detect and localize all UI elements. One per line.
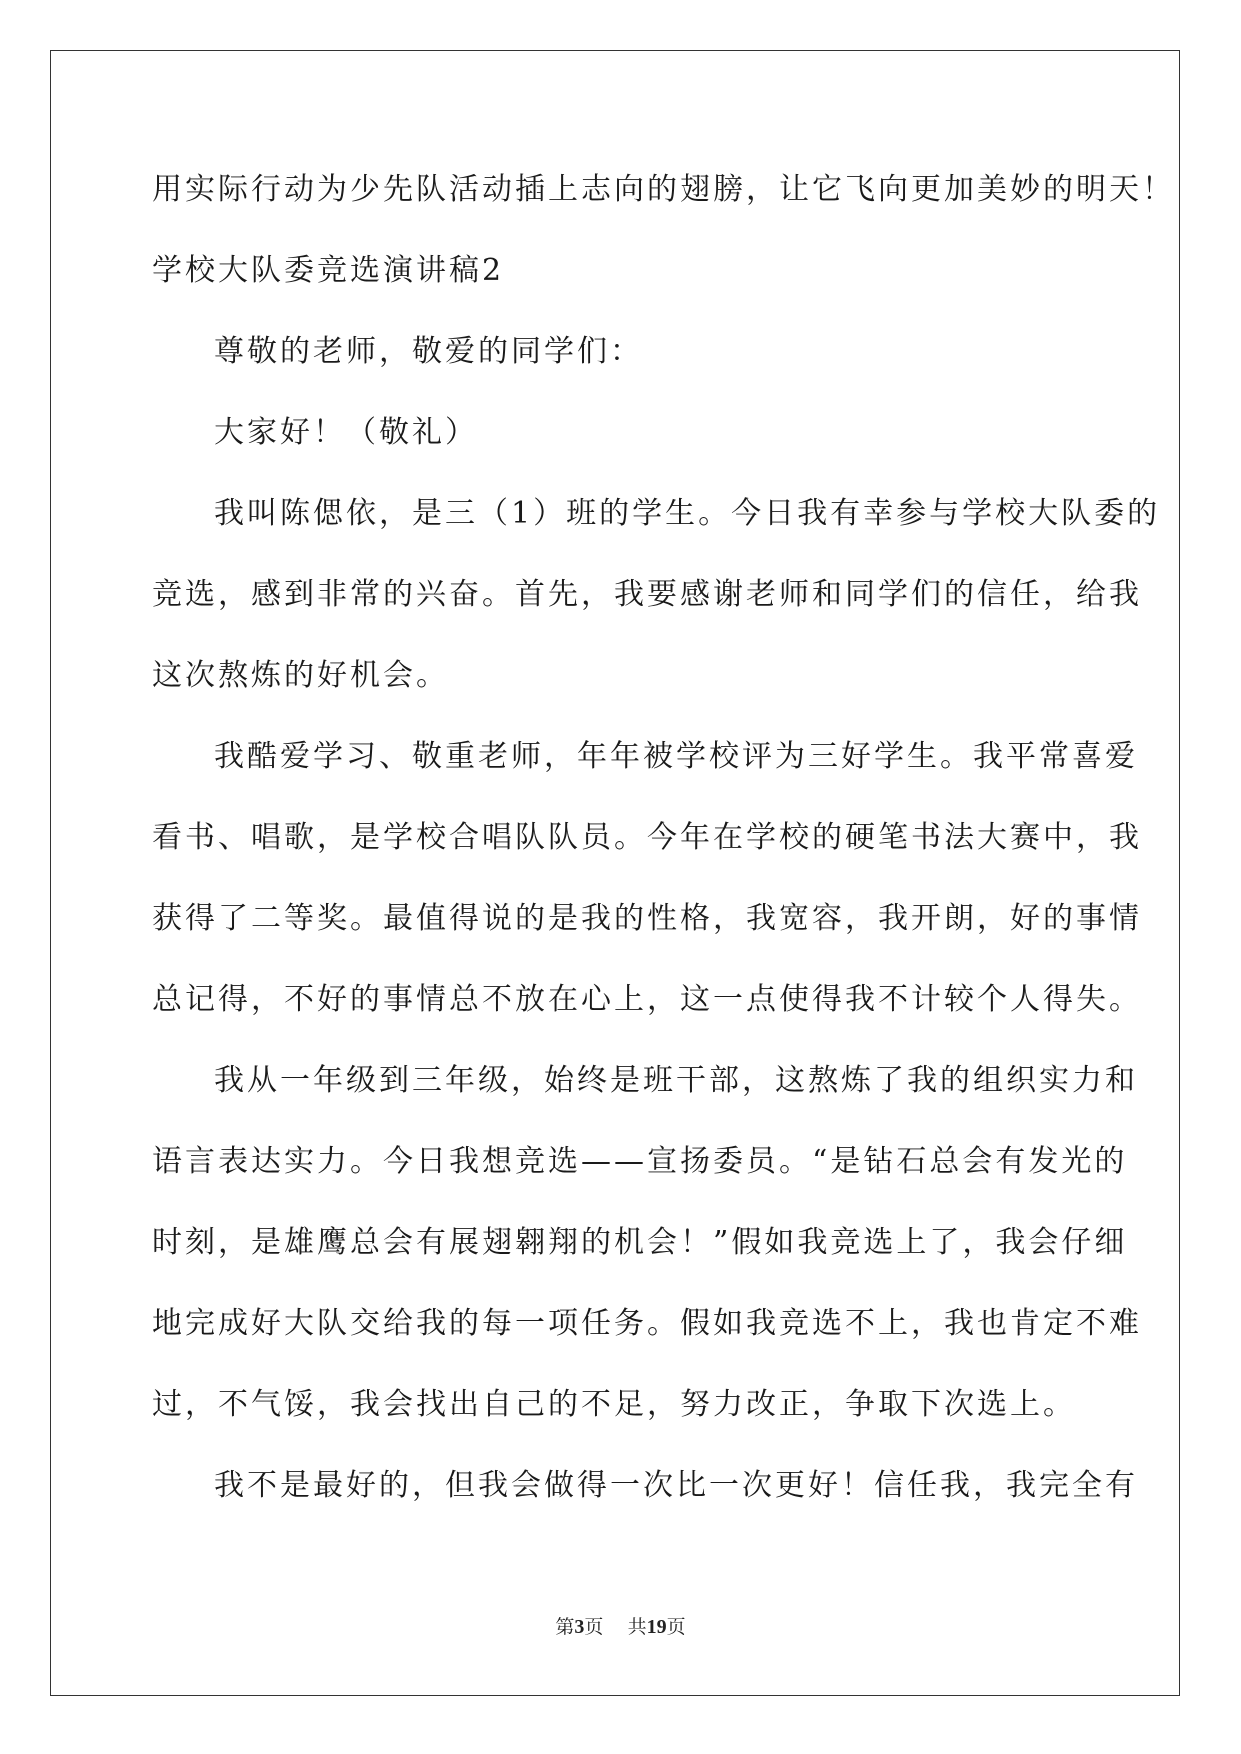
page-footer — [0, 1612, 1241, 1639]
salutation: 尊敬的老师，敬爱的同学们： — [214, 334, 643, 369]
text-line: 我酷爱学习、敬重老师，年年被学校评为三好学生。我平常喜爱 — [214, 739, 1138, 774]
page-number: 3 — [574, 1616, 585, 1638]
section-title: 学校大队委竞选演讲稿2 — [152, 253, 505, 288]
text-line: 我不是最好的，但我会做得一次比一次更好！信任我，我完全有 — [214, 1468, 1138, 1503]
text-line: 我从一年级到三年级，始终是班干部，这熬炼了我的组织实力和 — [214, 1063, 1138, 1098]
total-prefix: 共 — [627, 1616, 647, 1638]
text-line: 竞选，感到非常的兴奋。首先，我要感谢老师和同学们的信任，给我 — [152, 577, 1142, 612]
text-line: 看书、唱歌，是学校合唱队队员。今年在学校的硬笔书法大赛中，我 — [152, 820, 1142, 855]
total-pages: 19 — [646, 1616, 667, 1638]
text-line: 过，不气馁，我会找出自己的不足，努力改正，争取下次选上。 — [152, 1387, 1076, 1422]
text-line: 时刻，是雄鹰总会有展翅翱翔的机会！”假如我竞选上了，我会仔细 — [152, 1225, 1128, 1260]
page-suffix: 页 — [584, 1616, 604, 1638]
text-line: 这次熬炼的好机会。 — [152, 658, 449, 693]
total-suffix: 页 — [666, 1616, 686, 1638]
greeting: 大家好！（敬礼） — [214, 415, 478, 450]
text-line: 地完成好大队交给我的每一项任务。假如我竞选不上，我也肯定不难 — [152, 1306, 1142, 1341]
text-line: 获得了二等奖。最值得说的是我的性格，我宽容，我开朗，好的事情 — [152, 901, 1142, 936]
document-body — [152, 158, 1175, 1535]
text-line: 我叫陈偲依，是三（1）班的学生。今日我有幸参与学校大队委的 — [214, 496, 1161, 531]
text-line: 总记得，不好的事情总不放在心上，这一点使得我不计较个人得失。 — [152, 982, 1142, 1017]
text-line: 语言表达实力。今日我想竞选——宣扬委员。“是钻石总会有发光的 — [152, 1144, 1128, 1179]
page-prefix: 第 — [555, 1616, 575, 1638]
text-line: 用实际行动为少先队活动插上志向的翅膀，让它飞向更加美妙的明天！ — [152, 172, 1175, 207]
